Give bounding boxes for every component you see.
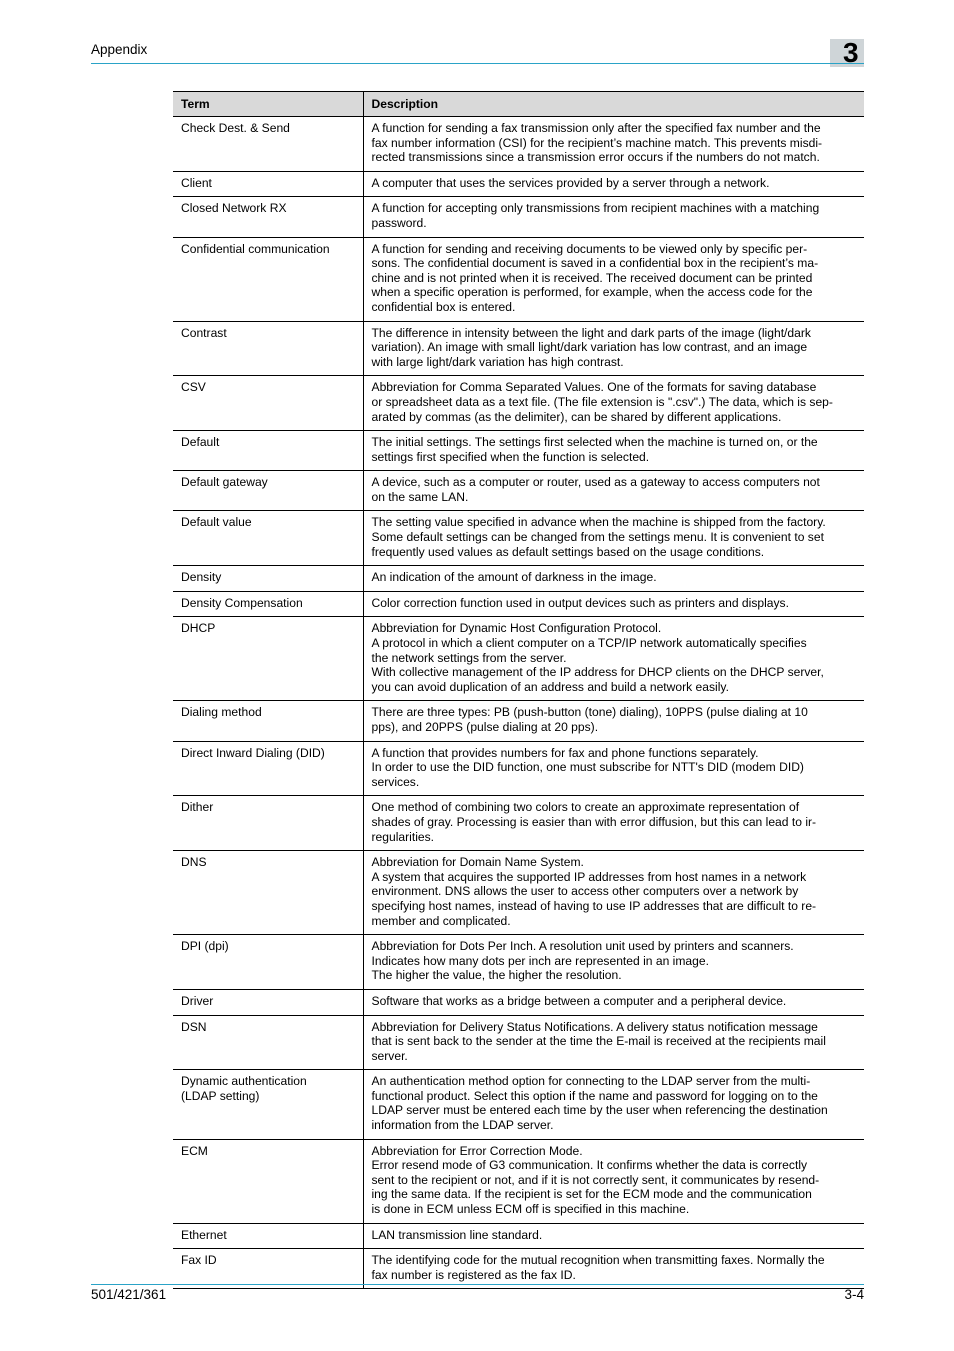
table-row: [173, 171, 864, 197]
term-cell: [173, 321, 363, 376]
table-row: [173, 1139, 864, 1223]
description-line: environment. DNS allows the user to access other computers over a network by: [371, 884, 799, 899]
description-cell: [363, 376, 864, 431]
term-cell: [173, 117, 363, 172]
table-row: [173, 197, 864, 237]
description-line: Software that works as a bridge between a computer and a peripheral device.: [371, 993, 787, 1008]
description-line: Abbreviation for Domain Name System.: [371, 855, 584, 870]
table-row: [173, 617, 864, 701]
term-text: DNS: [181, 855, 207, 870]
description-line: An authentication method option for connecting to the LDAP server from the multi-: [371, 1074, 811, 1089]
description-cell: [363, 617, 864, 701]
table-row: [173, 935, 864, 990]
description-line: member and complicated.: [371, 913, 511, 928]
description-cell: [363, 1015, 864, 1070]
term-text: Dynamic authentication: [181, 1074, 307, 1089]
table-row: [173, 796, 864, 851]
description-line: the network settings from the server.: [371, 650, 567, 665]
term-text: DHCP: [181, 621, 216, 636]
term-cell: [173, 171, 363, 197]
description-line: functional product. Select this option if the name and password for logging on to the: [371, 1088, 818, 1103]
description-line: sent to the recipient or not, and if it is not correctly sent, it communicates by resend-: [371, 1172, 820, 1187]
description-line: shades of gray. Processing is easier than with error diffusion, but this can lead to ir-: [371, 814, 817, 829]
term-text: Client: [181, 175, 212, 190]
table-row: [173, 376, 864, 431]
description-line: A function that provides numbers for fax and phone functions separately.: [371, 745, 759, 760]
table-row: [173, 471, 864, 511]
term-text: DSN: [181, 1019, 207, 1034]
term-cell: [173, 566, 363, 592]
column-header-term: Term: [173, 92, 363, 117]
footer-rule: [91, 1284, 864, 1285]
description-cell: [363, 591, 864, 617]
footer-page-number: 3-4: [844, 1287, 864, 1302]
term-text: Density Compensation: [181, 595, 303, 610]
description-line: Abbreviation for Error Correction Mode.: [371, 1143, 583, 1158]
description-cell: [363, 989, 864, 1015]
term-cell: [173, 796, 363, 851]
description-line: frequently used values as default settings based on the usage conditions.: [371, 544, 765, 559]
term-text: Confidential communication: [181, 241, 330, 256]
table-row: [173, 1015, 864, 1070]
table-row: [173, 566, 864, 592]
description-line: Indicates how many dots per inch are represented in an image.: [371, 953, 709, 968]
term-text: Direct Inward Dialing (DID): [181, 745, 325, 760]
description-line: A system that acquires the supported IP addresses from host names in a network: [371, 869, 807, 884]
description-line: variation). An image with small light/dark variation has low contrast, and an image: [371, 340, 808, 355]
description-cell: [363, 1249, 864, 1289]
term-text: Dialing method: [181, 705, 262, 720]
description-line: An indication of the amount of darkness in the image.: [371, 570, 657, 585]
description-line: A function for accepting only transmissions from recipient machines with a matching: [371, 201, 820, 216]
term-text: CSV: [181, 380, 206, 395]
term-text: Closed Network RX: [181, 201, 287, 216]
description-line: that is sent back to the sender at the time the E-mail is received at the recipients mail: [371, 1034, 826, 1049]
description-line: The setting value specified in advance when the machine is shipped from the factory.: [371, 515, 826, 530]
header-title: Appendix: [91, 42, 148, 57]
description-line: LDAP server must be entered each time by the user when referencing the destination: [371, 1103, 828, 1118]
description-line: There are three types: PB (push-button (tone) dialing), 10PPS (pulse dialing at 10: [371, 705, 808, 720]
footer-model-number: 501/421/361: [91, 1287, 167, 1302]
description-line: settings first specified when the function is selected.: [371, 449, 650, 464]
description-line: pps), and 20PPS (pulse dialing at 20 pps).: [371, 720, 599, 734]
table-header-row: [173, 92, 864, 117]
term-text: Default value: [181, 515, 252, 530]
term-cell: [173, 1139, 363, 1223]
description-line: arated by commas (as the delimiter), can be shared by different applications.: [371, 409, 782, 424]
description-cell: [363, 1070, 864, 1139]
description-cell: [363, 197, 864, 237]
description-line: LAN transmission line standard.: [371, 1227, 543, 1242]
description-line: The difference in intensity between the light and dark parts of the image (light/dark: [371, 325, 811, 340]
description-cell: [363, 851, 864, 935]
description-line: is done in ECM unless ECM off is specified in this machine.: [371, 1202, 690, 1217]
term-cell: [173, 1070, 363, 1139]
term-text: Driver: [181, 993, 214, 1008]
description-line: rected transmissions since a transmission error occurs if the numbers do not match.: [371, 150, 820, 165]
term-cell: [173, 591, 363, 617]
description-line: you can avoid duplication of an address and build a network easily.: [371, 679, 729, 694]
description-line: password.: [371, 215, 427, 230]
term-cell: [173, 1249, 363, 1289]
term-cell: [173, 197, 363, 237]
description-line: sons. The confidential document is saved in a confidential box in the recipient’s ma-: [371, 256, 819, 271]
description-line: confidential box is entered.: [371, 299, 516, 314]
description-line: A function for sending and receiving documents to be viewed only by specific per-: [371, 241, 808, 256]
table-row: [173, 591, 864, 617]
glossary-table: [173, 91, 864, 1289]
description-cell: [363, 935, 864, 990]
description-cell: [363, 741, 864, 796]
description-cell: [363, 566, 864, 592]
description-line: fax number is registered as the fax ID.: [371, 1267, 576, 1282]
description-cell: [363, 701, 864, 741]
term-text: (LDAP setting): [181, 1088, 260, 1103]
term-text: Default gateway: [181, 475, 268, 490]
description-line: chine and is not printed when it is received. The received document can be printed: [371, 270, 813, 285]
description-line: on the same LAN.: [371, 489, 469, 504]
term-cell: [173, 1223, 363, 1249]
description-line: with large light/dark variation has high contrast.: [371, 354, 624, 369]
table-row: [173, 237, 864, 321]
term-cell: [173, 617, 363, 701]
header-rule: [91, 63, 864, 64]
description-line: ing the same data. If the recipient is set for the ECM mode and the communication: [371, 1187, 812, 1202]
term-text: Default: [181, 435, 220, 450]
description-line: when a specific operation is performed, for example, when the access code for the: [371, 285, 813, 300]
description-line: Abbreviation for Delivery Status Notifications. A delivery status notification message: [371, 1019, 818, 1034]
term-cell: [173, 989, 363, 1015]
description-line: regularities.: [371, 829, 435, 844]
glossary-body: [173, 117, 864, 1289]
description-line: The higher the value, the higher the resolution.: [371, 968, 622, 983]
description-cell: [363, 171, 864, 197]
description-line: services.: [371, 774, 420, 789]
table-row: [173, 1249, 864, 1289]
term-cell: [173, 935, 363, 990]
term-cell: [173, 1015, 363, 1070]
description-line: fax number information (CSI) for the recipient’s machine match. This prevents misdi-: [371, 135, 823, 150]
table-row: [173, 851, 864, 935]
description-line: The identifying code for the mutual recognition when transmitting faxes. Normally the: [371, 1253, 825, 1268]
description-line: Error resend mode of G3 communication. It confirms whether the data is correctly: [371, 1158, 808, 1173]
description-line: server.: [371, 1048, 408, 1063]
description-line: Abbreviation for Comma Separated Values. One of the formats for saving database: [371, 380, 817, 395]
table-row: [173, 511, 864, 566]
table-row: [173, 431, 864, 471]
description-cell: [363, 796, 864, 851]
table-row: [173, 701, 864, 741]
chapter-number: 3: [843, 37, 859, 68]
term-cell: [173, 851, 363, 935]
table-row: [173, 1070, 864, 1139]
description-line: information from the LDAP server.: [371, 1118, 554, 1133]
description-cell: [363, 1223, 864, 1249]
description-line: The initial settings. The settings first selected when the machine is turned on, or the: [371, 435, 818, 450]
description-line: A computer that uses the services provided by a server through a network.: [371, 175, 770, 190]
description-line: Abbreviation for Dots Per Inch. A resolution unit used by printers and scanners.: [371, 939, 794, 954]
description-line: Color correction function used in output devices such as printers and displays.: [371, 595, 789, 610]
term-text: Check Dest. & Send: [181, 121, 290, 135]
description-line: In order to use the DID function, one must subscribe for NTT's DID (modem DID): [371, 760, 804, 775]
table-row: [173, 989, 864, 1015]
description-line: A function for sending a fax transmission only after the specified fax number and the: [371, 121, 821, 135]
description-cell: [363, 117, 864, 172]
term-text: Density: [181, 570, 222, 585]
term-cell: [173, 701, 363, 741]
table-row: [173, 321, 864, 376]
column-header-description: Description: [363, 92, 864, 117]
term-cell: [173, 741, 363, 796]
description-line: Some default settings can be changed from the settings menu. It is convenient to set: [371, 530, 824, 545]
description-line: specifying host names, instead of having to use IP addresses that are difficult to re-: [371, 898, 817, 913]
table-row: [173, 741, 864, 796]
description-line: Abbreviation for Dynamic Host Configuration Protocol.: [371, 621, 662, 636]
term-text: Ethernet: [181, 1227, 227, 1242]
term-text: Dither: [181, 800, 214, 815]
term-text: Contrast: [181, 325, 227, 340]
description-cell: [363, 237, 864, 321]
term-text: ECM: [181, 1143, 208, 1158]
description-line: A protocol in which a client computer on a TCP/IP network automatically specifies: [371, 636, 807, 651]
description-cell: [363, 431, 864, 471]
description-line: A device, such as a computer or router, used as a gateway to access computers not: [371, 475, 820, 490]
term-cell: [173, 471, 363, 511]
term-text: Fax ID: [181, 1253, 217, 1268]
term-cell: [173, 511, 363, 566]
description-cell: [363, 1139, 864, 1223]
term-cell: [173, 237, 363, 321]
term-text: DPI (dpi): [181, 939, 229, 954]
table-row: [173, 1223, 864, 1249]
description-cell: [363, 471, 864, 511]
description-cell: [363, 511, 864, 566]
term-cell: [173, 376, 363, 431]
description-line: With collective management of the IP address for DHCP clients on the DHCP server,: [371, 665, 824, 680]
description-cell: [363, 321, 864, 376]
description-line: or spreadsheet data as a text file. (The file extension is ".csv".) The data, which is sep-: [371, 394, 833, 409]
description-line: One method of combining two colors to create an approximate representation of: [371, 800, 800, 815]
table-row: [173, 117, 864, 172]
term-cell: [173, 431, 363, 471]
